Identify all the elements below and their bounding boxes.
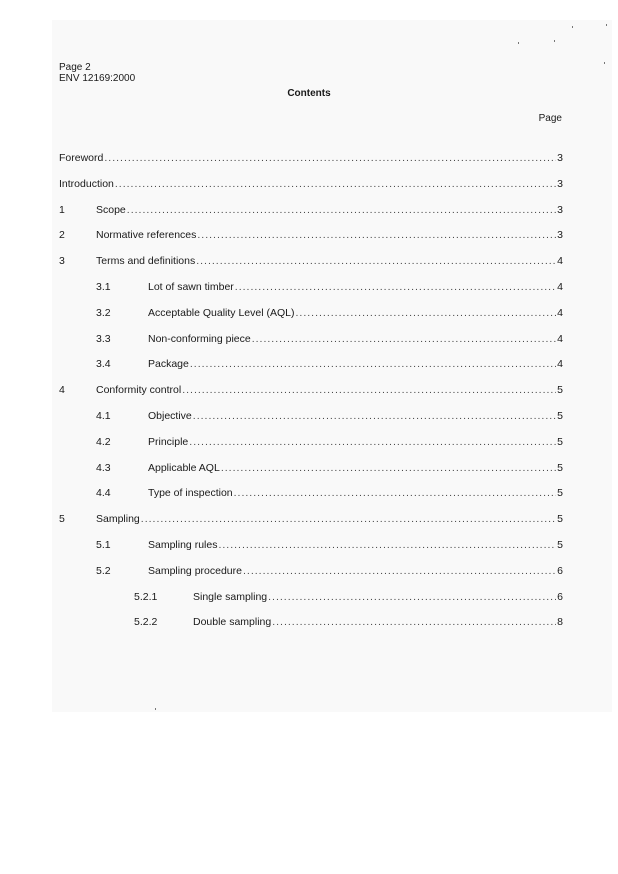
toc-entry-title: Principle [148,435,189,448]
dot-leader [182,384,556,396]
dot-leader [268,591,556,603]
toc-entry-number: 4 [59,384,65,397]
toc-entry [96,539,563,553]
toc-entry [134,616,563,630]
toc-entry-page: 5 [557,410,563,422]
dot-leader [196,255,556,267]
scan-speck [606,24,607,26]
toc-entry-page: 4 [557,281,563,293]
toc-entry [59,513,563,527]
toc-entry [59,152,563,166]
toc-entry-page: 3 [557,152,563,164]
toc-entry-title: Type of inspection [148,487,233,500]
toc-entry [96,565,563,579]
toc-entry-number: 5.2 [96,564,111,577]
toc-entry-number: 2 [59,229,65,242]
toc-entry-page: 3 [557,229,563,242]
document-id: ENV 12169:2000 [59,73,136,84]
dot-leader [189,436,556,448]
toc-entry-title: Sampling [96,513,140,526]
toc-entry-number: 3 [59,255,65,268]
toc-entry [59,384,563,398]
toc-entry-title: Conformity control [96,384,182,397]
toc-entry-page: 5 [557,539,563,551]
dot-leader [141,513,556,525]
scan-speck [518,42,519,44]
dot-leader [296,307,557,319]
scan-speck [572,26,573,28]
toc-entry [96,436,563,450]
toc-entry-title: Double sampling [193,616,272,629]
toc-entry [96,487,563,501]
toc-entry [134,591,563,605]
toc-entry-number: 1 [59,203,65,216]
toc-entry-title: Single sampling [193,590,268,603]
toc-entry-number: 5.1 [96,539,111,551]
toc-entry [59,178,563,192]
dot-leader [272,616,556,628]
dot-leader [127,204,556,216]
toc-entry [96,307,563,321]
toc-entry [96,462,563,476]
toc-entry-page: 4 [557,255,563,268]
toc-entry-number: 4.4 [96,487,111,500]
toc-entry-title: Acceptable Quality Level (AQL) [148,306,295,319]
dot-leader [235,281,556,293]
toc-entry-page: 5 [557,384,563,397]
dot-leader [197,229,556,241]
toc-entry-title: Foreword [59,152,104,164]
toc-entry-page: 3 [557,177,563,190]
toc-entry-page: 3 [557,203,563,216]
toc-entry-page: 5 [557,435,563,448]
toc-entry-title: Introduction [59,177,114,190]
toc-entry-page: 8 [557,616,563,629]
dot-leader [104,152,556,164]
dot-leader [218,539,556,551]
toc-entry-page: 4 [557,332,563,345]
toc-entry-title: Sampling rules [148,539,218,551]
toc-entry-page: 6 [557,590,563,603]
toc-entry-number: 5 [59,513,65,526]
toc-entry-number: 3.1 [96,281,111,293]
toc-entry [96,410,563,424]
toc-entry-title: Non-conforming piece [148,332,251,345]
toc-entry [59,255,563,269]
dot-leader [252,333,556,345]
toc-entry-title: Objective [148,410,192,422]
toc-entry-page: 5 [557,513,563,526]
toc-entry-number: 4.2 [96,435,111,448]
toc-entry-title: Package [148,358,189,371]
toc-entry [96,333,563,347]
toc-entry-number: 5.2.1 [134,590,158,603]
scan-speck [155,708,156,710]
toc-entry-page: 5 [557,487,563,500]
toc-entry-title: Normative references [96,229,197,242]
dot-leader [115,178,556,190]
dot-leader [190,358,556,370]
page-number: Page 2 [59,62,91,73]
dot-leader [243,565,556,577]
toc-entry-title: Sampling procedure [148,564,242,577]
scan-speck [554,40,555,42]
toc-entry [96,358,563,372]
toc-entry-title: Lot of sawn timber [148,281,234,293]
dot-leader [221,462,556,474]
toc-entry-number: 5.2.2 [134,616,158,629]
toc-entry [59,229,563,243]
dot-leader [234,487,557,499]
toc-entry-page: 4 [557,306,563,319]
toc-entry-number: 3.3 [96,332,111,345]
toc-entry-title: Applicable AQL [148,461,220,474]
toc-entry-number: 4.1 [96,410,111,422]
toc-entry-title: Terms and definitions [96,255,196,268]
toc-entry [59,204,563,218]
scan-speck [604,62,605,64]
toc-entry-number: 3.4 [96,358,111,371]
page-title: Contents [287,88,331,99]
toc-entry-page: 6 [557,564,563,577]
toc-entry-page: 4 [557,358,563,371]
toc-entry [96,281,563,295]
toc-entry-number: 4.3 [96,461,111,474]
toc-entry-page: 5 [557,461,563,474]
toc-entry-number: 3.2 [96,306,111,319]
toc-entry-title: Scope [96,203,126,216]
page-column-label: Page [538,113,562,124]
page-header [59,62,135,84]
dot-leader [193,410,556,422]
